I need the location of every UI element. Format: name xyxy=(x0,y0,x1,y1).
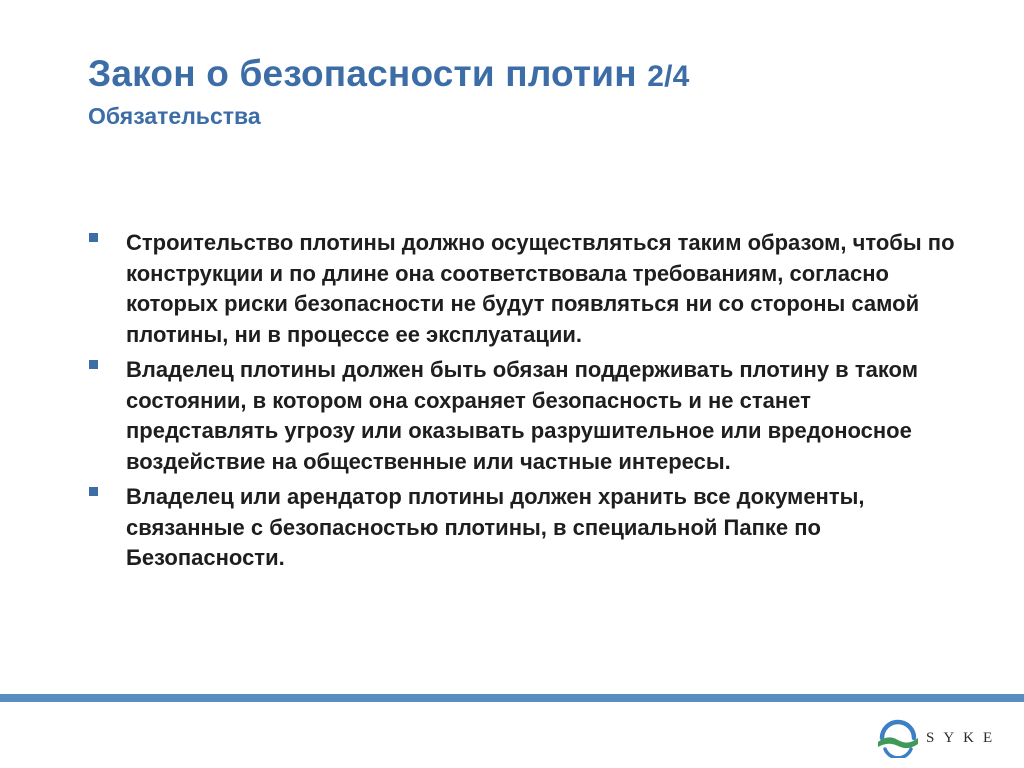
bullet-text: Владелец плотины должен быть обязан поддерживать плотину в таком состоянии, в котором она сохраняет безопасность и не станет представлять угрозу или оказывать разрушительное или вредоносное воздействие на общественные или частные интересы. xyxy=(126,357,918,474)
slide-title xyxy=(88,50,690,101)
syke-logo-icon xyxy=(876,718,920,758)
syke-logo-text: SYKE xyxy=(926,729,1002,746)
syke-logo xyxy=(876,718,1001,758)
bullet-square-icon xyxy=(89,487,98,496)
bullet-list xyxy=(85,228,965,579)
slide-subtitle: Обязательства xyxy=(88,103,261,129)
slide-title-text: Закон о безопасности плотин xyxy=(88,53,637,94)
bullet-square-icon xyxy=(89,233,98,242)
bullet-item xyxy=(85,482,965,574)
bullet-text: Строительство плотины должно осуществляться таким образом, чтобы по конструкции и по длине она соответствовала требованиям, согласно которых риски безопасности не будут появляться ни со стороны самой плотины, ни в процессе ее эксплуатации. xyxy=(126,230,955,347)
slide-page-indicator: 2/4 xyxy=(647,60,690,93)
footer-divider-bar xyxy=(0,694,1024,702)
bullet-item xyxy=(85,228,965,350)
bullet-item xyxy=(85,355,965,477)
title-block xyxy=(88,50,690,131)
bullet-square-icon xyxy=(89,360,98,369)
bullet-text: Владелец или арендатор плотины должен хранить все документы, связанные с безопасностью плотины, в специальной Папке по Безопасности. xyxy=(126,484,865,570)
